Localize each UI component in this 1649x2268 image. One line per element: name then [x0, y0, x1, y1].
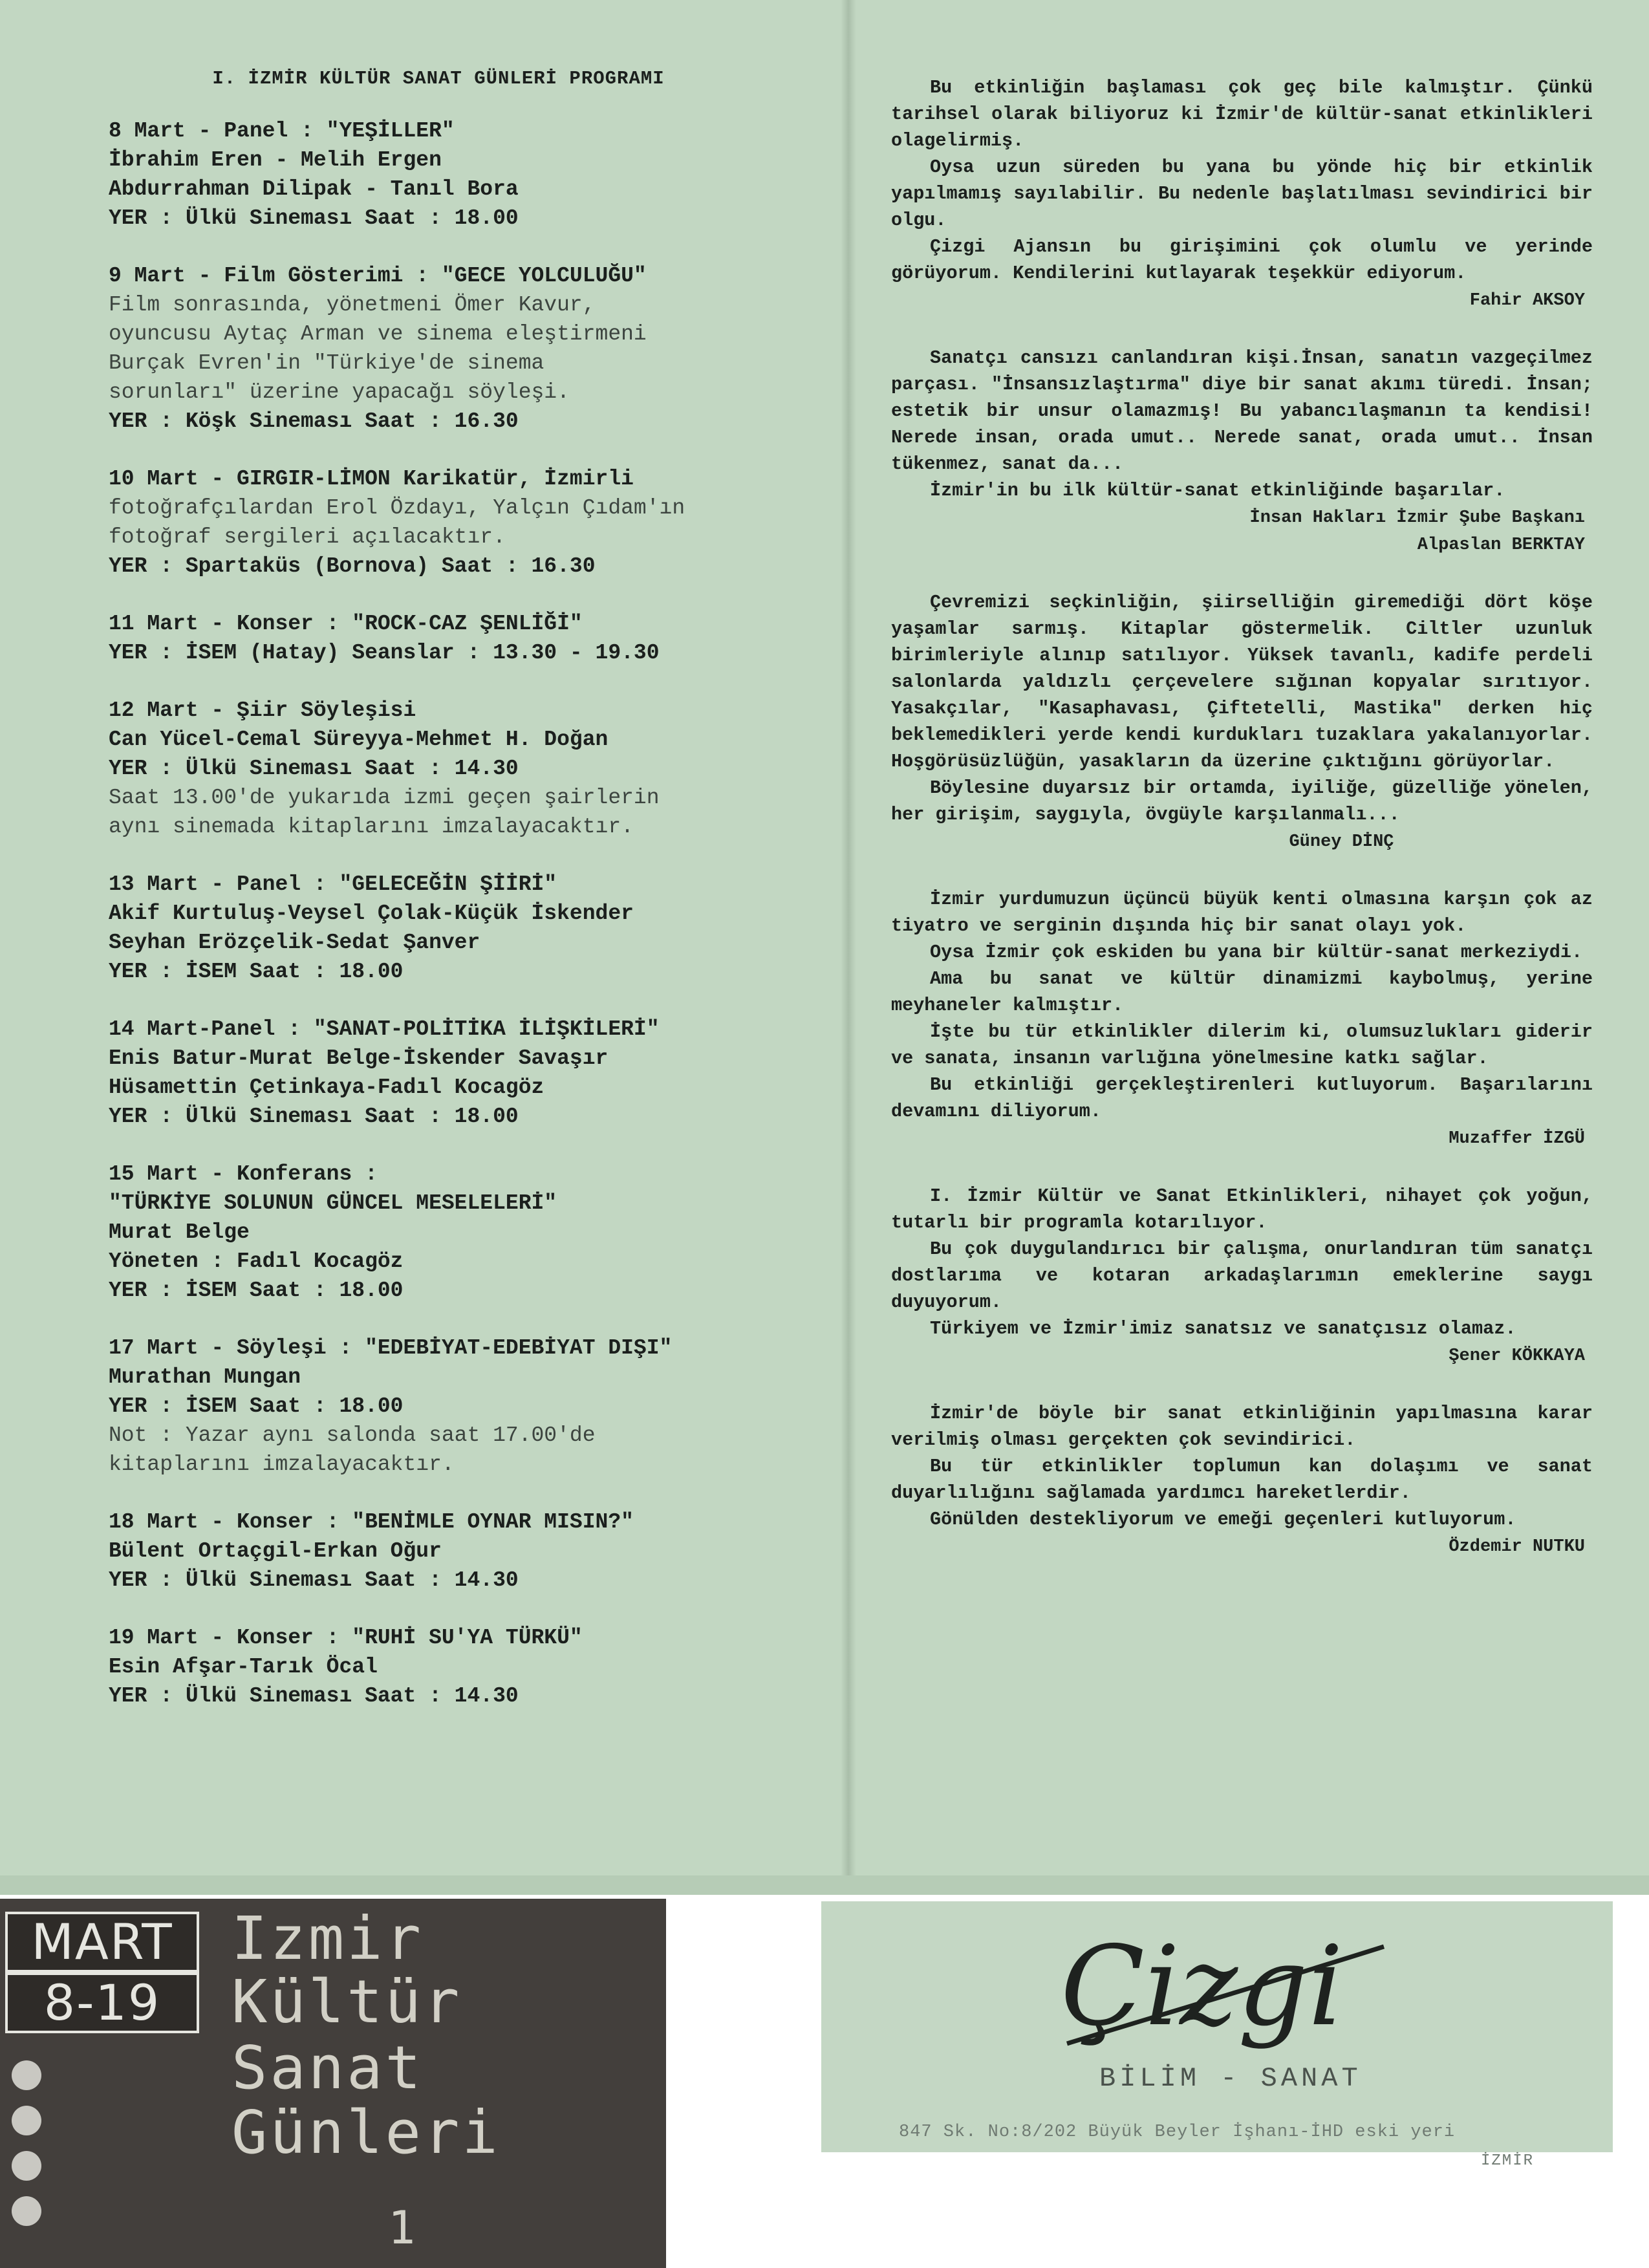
event-detail: İbrahim Eren - Melih Ergen — [109, 148, 442, 172]
event-detail: Esin Afşar-Tarık Öcal — [109, 1655, 378, 1679]
event-heading: 19 Mart - Konser : "RUHİ SU'YA TÜRKÜ" — [109, 1626, 583, 1650]
event-heading: 18 Mart - Konser : "BENİMLE OYNAR MISIN?" — [109, 1510, 634, 1534]
message-column — [891, 74, 1593, 1591]
binding-dot — [12, 2106, 41, 2135]
program-event — [109, 261, 794, 436]
message-paragraph: İşte bu tür etkinlikler dilerim ki, olumsuzlukları giderir ve sanata, insanın varlığına yönelmesine katkı sağlar. — [891, 1021, 1593, 1069]
event-detail: Murat Belge — [109, 1220, 250, 1244]
message-paragraph: Bu çok duygulandırıcı bir çalışma, onurlandıran tüm sanatçı dostlarıma ve kotaran arkadaşlarımın emeklerine saygı duyuyorum. — [891, 1238, 1593, 1313]
event-detail: Burçak Evren'in "Türkiye'de sinema — [109, 351, 544, 375]
message-block — [891, 1400, 1593, 1560]
message-paragraph: Türkiyem ve İzmir'imiz sanatsız ve sanatçısız olamaz. — [930, 1318, 1516, 1339]
program-event — [109, 696, 794, 841]
event-detail: Bülent Ortaçgil-Erkan Oğur — [109, 1539, 442, 1563]
message-paragraph: Bu etkinliği gerçekleştirenleri kutluyorum. Başarılarını devamını diliyorum. — [891, 1074, 1593, 1122]
message-paragraph: Oysa uzun süreden bu yana bu yönde hiç bir etkinlik yapılmamış sayılabilir. Bu nedenle başlatılması sevindirici bir olgu. — [891, 157, 1593, 231]
message-signature: Özdemir NUTKU — [1449, 1537, 1585, 1557]
message-block — [891, 589, 1593, 855]
event-detail: Hüsamettin Çetinkaya-Fadıl Kocagöz — [109, 1075, 544, 1099]
cover-panel — [0, 1899, 666, 2268]
program-column — [109, 68, 794, 1739]
program-event — [109, 1507, 794, 1595]
program-event — [109, 464, 794, 581]
message-paragraph: Çizgi Ajansın bu girişimini çok olumlu ve yerinde görüyorum. Kendilerini kutlayarak teşekkür ediyorum. — [891, 236, 1593, 284]
cover-word-gunleri: Günleri — [232, 2098, 501, 2167]
event-list — [109, 116, 794, 1711]
program-event — [109, 609, 794, 667]
message-paragraph: Böylesine duyarsız bir ortamda, iyiliğe, güzelliğe yönelen, her girişim, saygıyla, övgüyle karşılanmalı... — [891, 777, 1593, 825]
program-title: I. İZMİR KÜLTÜR SANAT GÜNLERİ PROGRAMI — [212, 68, 665, 89]
message-paragraph: I. İzmir Kültür ve Sanat Etkinlikleri, nihayet çok yoğun, tutarlı bir programla kotarılıyor. — [891, 1185, 1593, 1233]
message-paragraph: Bu tür etkinlikler toplumun kan dolaşımı ve sanat duyarlılığını sağlamada yardımcı hareketlerdir. — [891, 1456, 1593, 1504]
message-paragraph: Ama bu sanat ve kültür dinamizmi kaybolmuş, yerine meyhaneler kalmıştır. — [891, 968, 1593, 1016]
event-detail: Abdurrahman Dilipak - Tanıl Bora — [109, 177, 519, 201]
message-signature: Alpaslan BERKTAY — [1417, 535, 1585, 555]
message-paragraph: İzmir'de böyle bir sanat etkinliğinin yapılmasına karar verilmiş olması gerçekten çok sevindirici. — [891, 1403, 1593, 1451]
binding-dot — [12, 2196, 41, 2226]
event-heading: 13 Mart - Panel : "GELECEĞİN ŞİİRİ" — [109, 872, 557, 896]
message-signature: Muzaffer İZGÜ — [1449, 1129, 1585, 1149]
program-event — [109, 1160, 794, 1305]
event-detail: Film sonrasında, yönetmeni Ömer Kavur, — [109, 293, 596, 317]
publisher-city: İZMİR — [1481, 2152, 1535, 2170]
paper-edge — [0, 1875, 1649, 1895]
event-detail: YER : İSEM (Hatay) Seanslar : 13.30 - 19.30 — [109, 641, 660, 665]
event-detail: sorunları" üzerine yapacağı söyleşi. — [109, 380, 570, 404]
cover-word-izmir: Izmir — [232, 1904, 424, 1973]
event-heading: 17 Mart - Söyleşi : "EDEBİYAT-EDEBİYAT DIŞI" — [109, 1336, 673, 1360]
event-detail: fotoğrafçılardan Erol Özdayı, Yalçın Çıdam'ın — [109, 496, 685, 520]
event-detail: Saat 13.00'de yukarıda izmi geçen şairlerin — [109, 786, 660, 810]
paper-fold — [841, 0, 856, 1895]
message-block — [891, 886, 1593, 1152]
event-detail: YER : Ülkü Sineması Saat : 14.30 — [109, 757, 519, 781]
event-detail: YER : Ülkü Sineması Saat : 14.30 — [109, 1684, 519, 1708]
publisher-card — [821, 1901, 1613, 2170]
event-detail: Akif Kurtuluş-Veysel Çolak-Küçük İskender — [109, 902, 634, 925]
message-paragraph: Sanatçı cansızı canlandıran kişi.İnsan, sanatın vazgeçilmez parçası. "İnsansızlaştırma" diye bir sanat akımı türedi. İnsan; estetik bir unsur olamazmış! Bu yabancılaşmanın ta kendisi! Nerede insan, orada umut.. Nerede sanat, orada umut.. İnsan tükenmez, sanat da... — [891, 347, 1593, 475]
event-detail: YER : Ülkü Sineması Saat : 18.00 — [109, 1105, 519, 1129]
message-paragraph: Çevremizi seçkinliğin, şiirselliğin giremediği dört köşe yaşamlar sarmış. Kitaplar göstermelik. Ciltler uzunluk birimleriyle alınıp satılıyor. Yüksek tavanlı, kadife perdeli salonlarda yaldızlı çerçevelere sığınan kopyalar sırıtıyor. Yasakçılar, "Kasaphavası, Çiftetelli, Mastika" derken hiç beklemedikleri yerde kendi kurdukları tuzaklara yakalanıyorlar. Hoşgörüsüzlüğün, yasakların da üzerine çıktığını görüyorlar. — [891, 592, 1593, 772]
binding-dot — [12, 2151, 41, 2181]
event-detail: Can Yücel-Cemal Süreyya-Mehmet H. Doğan — [109, 728, 609, 751]
month-box: MART — [5, 1912, 199, 1972]
event-detail: YER : Spartaküs (Bornova) Saat : 16.30 — [109, 554, 596, 578]
event-heading: 8 Mart - Panel : "YEŞİLLER" — [109, 119, 455, 143]
days-box: 8-19 — [5, 1972, 199, 2033]
event-detail: YER : Ülkü Sineması Saat : 14.30 — [109, 1568, 519, 1592]
program-event — [109, 1623, 794, 1711]
cover-word-kultur: Kültür — [232, 1967, 462, 2036]
message-signature: Şener KÖKKAYA — [1449, 1346, 1585, 1366]
event-detail: Seyhan Erözçelik-Sedat Şanver — [109, 931, 480, 955]
event-heading: 11 Mart - Konser : "ROCK-CAZ ŞENLİĞİ" — [109, 612, 583, 636]
message-signature: Güney DİNÇ — [1289, 832, 1394, 852]
event-detail: Yöneten : Fadıl Kocagöz — [109, 1249, 404, 1273]
message-paragraph: İzmir'in bu ilk kültür-sanat etkinliğinde başarılar. — [930, 480, 1505, 501]
cover-word-sanat: Sanat — [232, 2033, 424, 2102]
event-detail: YER : Köşk Sineması Saat : 16.30 — [109, 409, 519, 433]
logo-tagline: BİLİM - SANAT — [1099, 2063, 1362, 2094]
message-block — [891, 1183, 1593, 1369]
cizgi-logo — [1048, 1908, 1410, 2063]
page-number: 1 — [388, 2201, 416, 2254]
event-heading: 9 Mart - Film Gösterimi : "GECE YOLCULUĞU" — [109, 264, 647, 288]
event-detail: YER : İSEM Saat : 18.00 — [109, 1279, 404, 1302]
message-block — [891, 345, 1593, 558]
event-detail: Not : Yazar aynı salonda saat 17.00'de — [109, 1423, 596, 1447]
event-detail: fotoğraf sergileri açılacaktır. — [109, 525, 506, 549]
event-heading: 14 Mart-Panel : "SANAT-POLİTİKA İLİŞKİLERİ" — [109, 1017, 660, 1041]
message-paragraph: Bu etkinliğin başlaması çok geç bile kalmıştır. Çünkü tarihsel olarak biliyoruz ki İzmir'de kültür-sanat etkinlikleri olagelirmiş. — [891, 77, 1593, 151]
program-event — [109, 1334, 794, 1479]
message-paragraph: Oysa İzmir çok eskiden bu yana bir kültür-sanat merkeziydi. — [930, 942, 1583, 963]
message-block — [891, 74, 1593, 314]
message-signature: Fahir AKSOY — [1469, 291, 1585, 310]
event-heading: 12 Mart - Şiir Söyleşisi — [109, 698, 416, 722]
event-detail: YER : Ülkü Sineması Saat : 18.00 — [109, 206, 519, 230]
event-detail: aynı sinemada kitaplarını imzalayacaktır. — [109, 815, 634, 839]
publisher-address: 847 Sk. No:8/202 Büyük Beyler İşhanı-İHD eski yeri — [899, 2122, 1456, 2142]
message-paragraph: İzmir yurdumuzun üçüncü büyük kenti olmasına karşın çok az tiyatro ve serginin dışında hiç bir sanat olayı yok. — [891, 889, 1593, 936]
program-event — [109, 870, 794, 986]
message-signature: İnsan Hakları İzmir Şube Başkanı — [1249, 508, 1585, 528]
event-heading: 15 Mart - Konferans : — [109, 1162, 378, 1186]
event-detail: YER : İSEM Saat : 18.00 — [109, 960, 404, 984]
program-event — [109, 1015, 794, 1131]
event-detail: YER : İSEM Saat : 18.00 — [109, 1394, 404, 1418]
event-detail: kitaplarını imzalayacaktır. — [109, 1453, 455, 1476]
event-heading: 10 Mart - GIRGIR-LİMON Karikatür, İzmirli — [109, 467, 634, 491]
logo-text: Çizgi — [1061, 1923, 1344, 2051]
event-detail: Murathan Mungan — [109, 1365, 301, 1389]
event-detail: "TÜRKİYE SOLUNUN GÜNCEL MESELELERİ" — [109, 1191, 557, 1215]
event-detail: oyuncusu Aytaç Arman ve sinema eleştirmeni — [109, 322, 647, 346]
program-event — [109, 116, 794, 233]
binding-dot — [12, 2060, 41, 2090]
message-paragraph: Gönülden destekliyorum ve emeği geçenleri kutluyorum. — [930, 1509, 1516, 1530]
event-detail: Enis Batur-Murat Belge-İskender Savaşır — [109, 1046, 609, 1070]
